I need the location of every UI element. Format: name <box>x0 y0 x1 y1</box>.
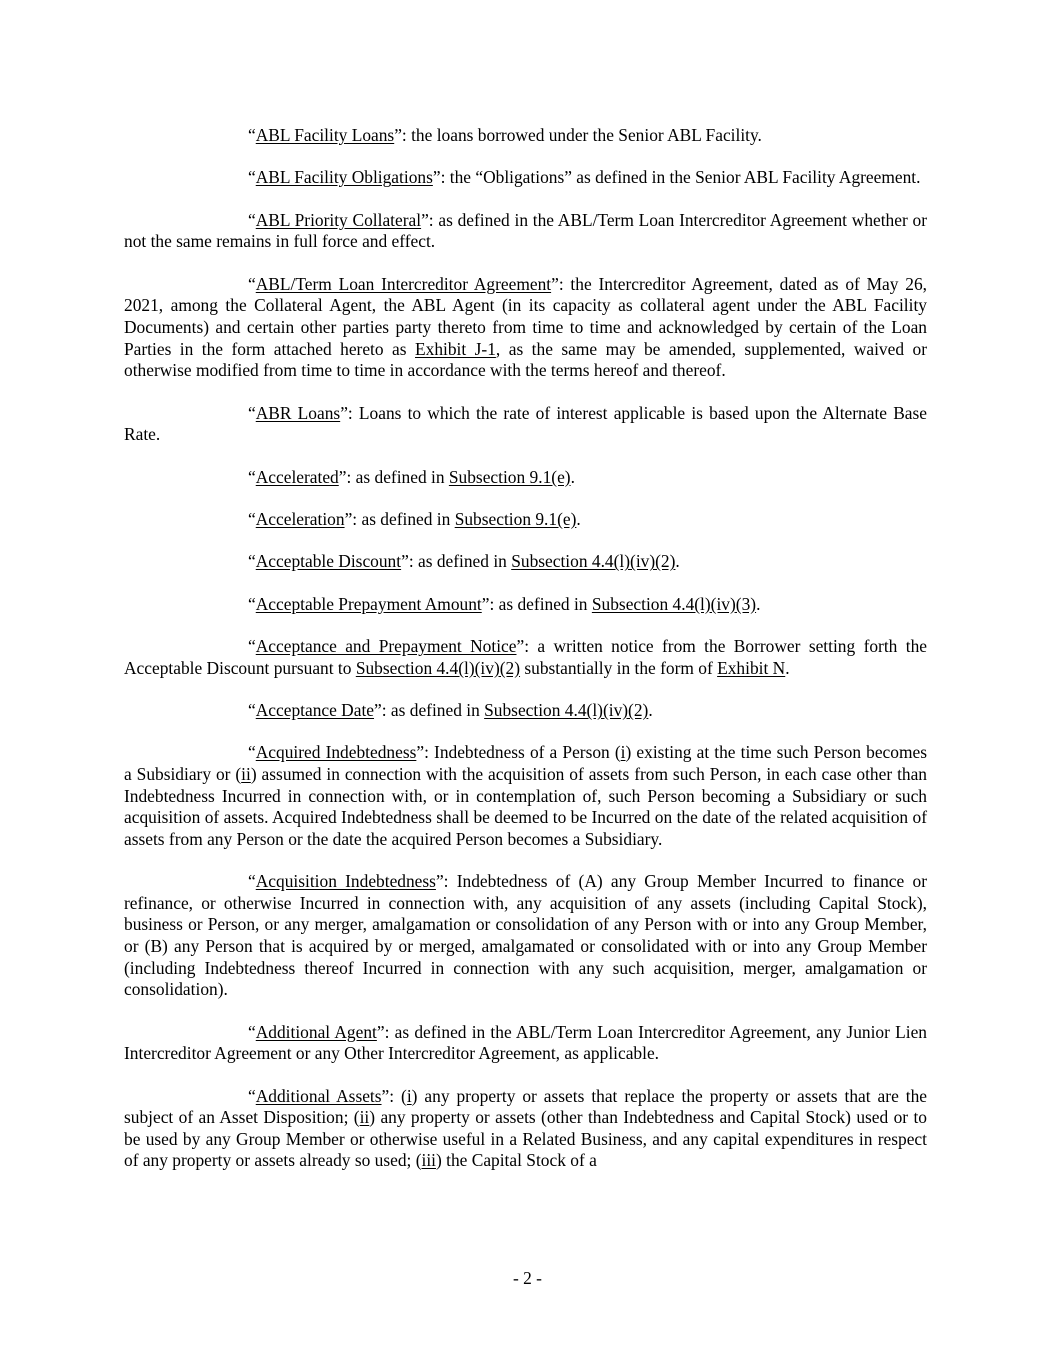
definition-paragraph <box>124 742 927 850</box>
cross-reference: ii <box>359 1107 370 1128</box>
definition-text: ) the Capital Stock of a <box>435 1150 597 1171</box>
definition-text: ”: as defined in <box>481 593 592 614</box>
definition-text: “ <box>248 551 256 572</box>
definition-text: “ <box>248 742 256 763</box>
definition-paragraph <box>124 125 927 147</box>
definition-text: ”: as defined in <box>344 508 455 529</box>
definition-text: . <box>648 700 653 721</box>
cross-reference: Subsection 4.4(l)(iv)(2) <box>484 700 649 721</box>
definition-paragraph <box>124 636 927 679</box>
cross-reference: Exhibit N <box>717 657 786 678</box>
definition-text: “ <box>248 209 256 230</box>
page-number: - 2 - <box>513 1268 542 1288</box>
definition-text: ”: a written notice from the Borrower setting forth the Acceptable Discount pursuant to <box>124 636 927 678</box>
definition-text: ”: the Intercreditor Agreement, dated as of May 26, 2021, among the Collateral Agent, the ABL Agent (in its capacity as collateral agent under the ABL Facility Documents) and certain other parties party thereto from time to time and acknowledged by certain of the Loan Parties in the form attached hereto as <box>124 273 927 359</box>
definition-text: ) any property or assets (other than Indebtedness and Capital Stock) used or to be used by any Group Member or otherwise useful in a Related Business, and any capital expenditures in respect of any property or assets already so used; ( <box>124 1107 927 1171</box>
definition-paragraph <box>124 467 927 489</box>
definition-text: ”: Indebtedness of (A) any Group Member Incurred to finance or refinance, or otherwise Incurred in connection with, any acquisition of any assets (including Capital Stock), business or Person, or any merger, amalgamation or consolidation of any Person with or into any Group Member, or (B) any Person that is acquired by or merged, amalgamated or consolidated with or into any Group Member (including Indebtedness thereof Incurred in connection with any such acquisition, merger, amalgamation or consolidation). <box>124 871 927 1000</box>
definition-text: “ <box>248 636 256 657</box>
definition-paragraph <box>124 871 927 1001</box>
defined-term: ABL Facility Loans <box>255 125 395 145</box>
definition-paragraph <box>124 274 927 382</box>
document-page <box>124 125 927 1193</box>
defined-term: Acquired Indebtedness <box>255 742 417 763</box>
definition-text: “ <box>248 466 256 487</box>
definition-paragraph <box>124 1022 927 1065</box>
defined-term: Additional Assets <box>255 1085 382 1106</box>
definition-text: “ <box>248 593 256 614</box>
defined-term: ABL Facility Obligations <box>255 167 433 188</box>
definition-text: “ <box>248 167 256 188</box>
definition-text: ) assumed in connection with the acquisition of assets from such Person, in each case other than Indebtedness Incurred in connection with, or in contemplation of, such Person becoming a Subsidiary or such acquisition of assets. Acquired Indebtedness shall be deemed to be Incurred on the date of the related acquisition of assets from any Person or the date the acquired Person becomes a Subsidiary. <box>124 764 928 849</box>
cross-reference: i <box>620 742 626 763</box>
defined-term: Acquisition Indebtedness <box>255 871 436 892</box>
definition-text: “ <box>248 402 256 423</box>
defined-term: Acceptance and Prepayment Notice <box>255 636 517 657</box>
definition-text: ”: ( <box>381 1085 407 1106</box>
definition-text: ”: as defined in the ABL/Term Loan Intercreditor Agreement, any Junior Lien Intercreditor Agreement or any Other Intercreditor Agreement, as applicable. <box>124 1021 927 1064</box>
definition-text: ) any property or assets that replace the property or assets that are the subject of an Asset Disposition; ( <box>124 1085 927 1128</box>
definition-paragraph <box>124 1086 927 1172</box>
definition-text: , as the same may be amended, supplemented, waived or otherwise modified from time to time in accordance with the terms hereof and thereof. <box>124 338 927 381</box>
cross-reference: Exhibit J-1 <box>415 338 496 359</box>
defined-term: Acceptable Discount <box>255 551 402 572</box>
cross-reference: Subsection 4.4(l)(iv)(2) <box>511 551 676 572</box>
definition-paragraph <box>124 210 927 253</box>
cross-reference: Subsection 4.4(l)(iv)(3) <box>591 593 757 614</box>
definition-text: . <box>675 551 680 572</box>
definition-paragraph <box>124 403 927 446</box>
definition-text: “ <box>248 1085 256 1106</box>
definition-text: ) existing at the time such Person becomes a Subsidiary or ( <box>124 742 927 785</box>
cross-reference: Subsection 9.1(e) <box>448 466 571 487</box>
definition-text: “ <box>248 125 256 145</box>
cross-reference: i <box>406 1085 412 1106</box>
definition-text: ”: Loans to which the rate of interest applicable is based upon the Alternate Base Rate. <box>124 402 927 445</box>
defined-term: ABL Priority Collateral <box>255 209 422 230</box>
defined-term: Acceptable Prepayment Amount <box>255 593 482 614</box>
defined-term: Acceptance Date <box>255 700 375 721</box>
definition-text: . <box>576 508 581 529</box>
definition-paragraph <box>124 509 927 531</box>
definition-text: ”: as defined in <box>401 551 512 572</box>
definition-text: ”: Indebtedness of a Person ( <box>416 742 621 763</box>
definition-text: . <box>785 657 790 678</box>
definition-text: “ <box>248 871 256 892</box>
cross-reference: Subsection 9.1(e) <box>454 508 577 529</box>
definition-text: “ <box>248 700 256 721</box>
definition-text: . <box>756 593 761 614</box>
definition-text: “ <box>248 508 256 529</box>
definition-text: ”: as defined in <box>338 466 449 487</box>
definition-text: ”: as defined in <box>374 700 485 721</box>
definition-text: “ <box>248 1021 256 1042</box>
definition-paragraph <box>124 551 927 573</box>
defined-term: Accelerated <box>255 466 339 487</box>
defined-term: ABL/Term Loan Intercreditor Agreement <box>255 273 552 294</box>
definition-text: ”: the loans borrowed under the Senior ABL Facility. <box>394 125 762 145</box>
defined-term: Additional Agent <box>255 1021 377 1042</box>
cross-reference: ii <box>241 764 251 785</box>
definition-paragraph <box>124 700 927 722</box>
defined-term: ABR Loans <box>255 402 341 423</box>
definition-text: substantially in the form of <box>520 657 718 678</box>
definition-paragraph <box>124 167 927 189</box>
definition-text: “ <box>248 273 256 294</box>
definition-text: ”: the “Obligations” as defined in the Senior ABL Facility Agreement. <box>432 167 921 188</box>
definition-paragraph <box>124 594 927 616</box>
definition-text: ”: as defined in the ABL/Term Loan Intercreditor Agreement whether or not the same remains in full force and effect. <box>124 209 927 252</box>
definition-text: . <box>570 466 575 487</box>
defined-term: Acceleration <box>255 508 345 529</box>
cross-reference: Subsection 4.4(l)(iv)(2) <box>355 657 521 678</box>
cross-reference: iii <box>421 1150 436 1171</box>
